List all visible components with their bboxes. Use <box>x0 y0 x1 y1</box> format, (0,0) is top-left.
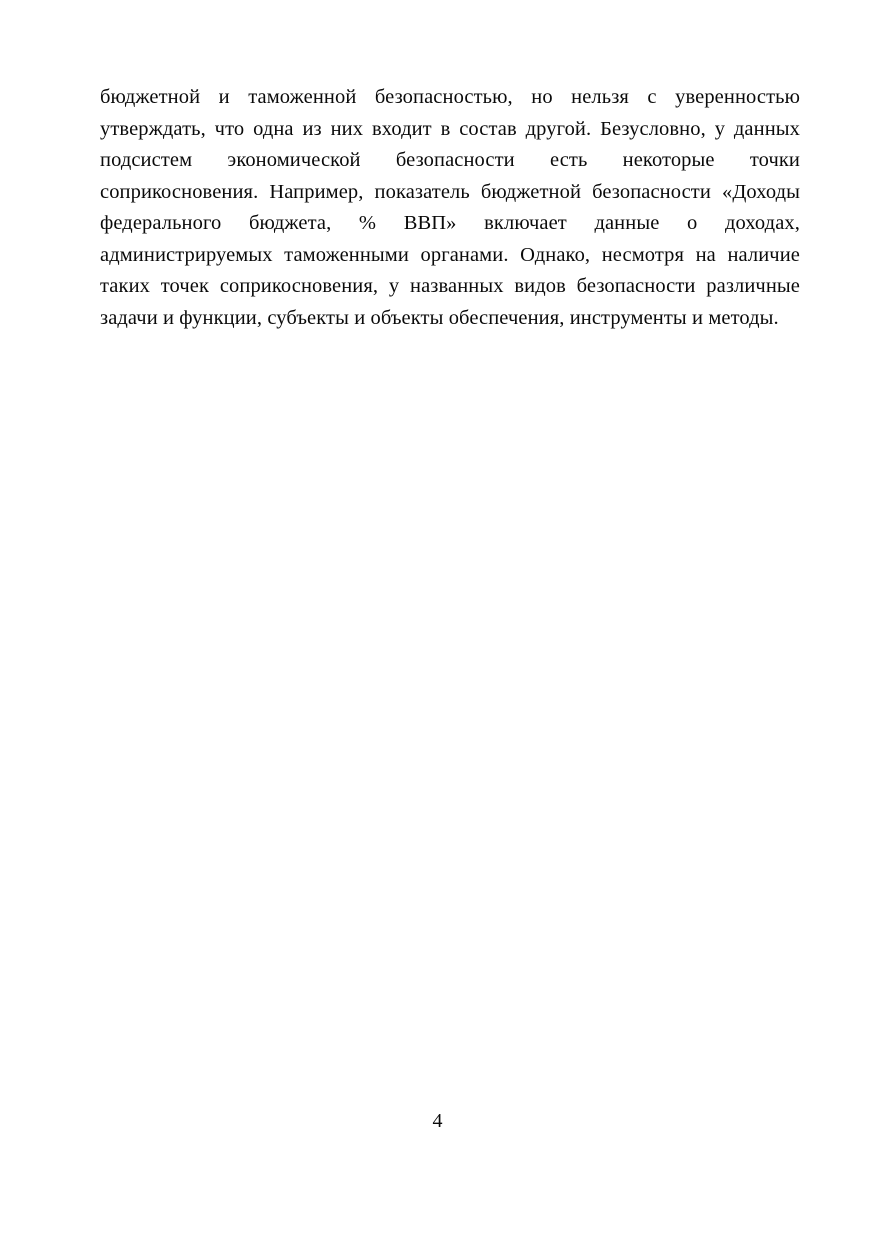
page-number: 4 <box>432 1110 443 1132</box>
body-text-block <box>100 82 800 334</box>
paragraph-main: бюджетной и таможенной безопасностью, но нельзя с уверенностью утверждать, что одна из них входит в состав другой. Безусловно, у данных подсистем экономической безопасности есть некоторые точки соприкосновения. Например, показатель бюджетной безопасности «Доходы федерального бюджета, % ВВП» включает данные о доходах, администрируемых таможенными органами. Однако, несмотря на наличие таких точек соприкосновения, у названных видов безопасности различные задачи и функции, субъекты и объекты обеспечения, инструменты и методы. <box>100 86 800 329</box>
